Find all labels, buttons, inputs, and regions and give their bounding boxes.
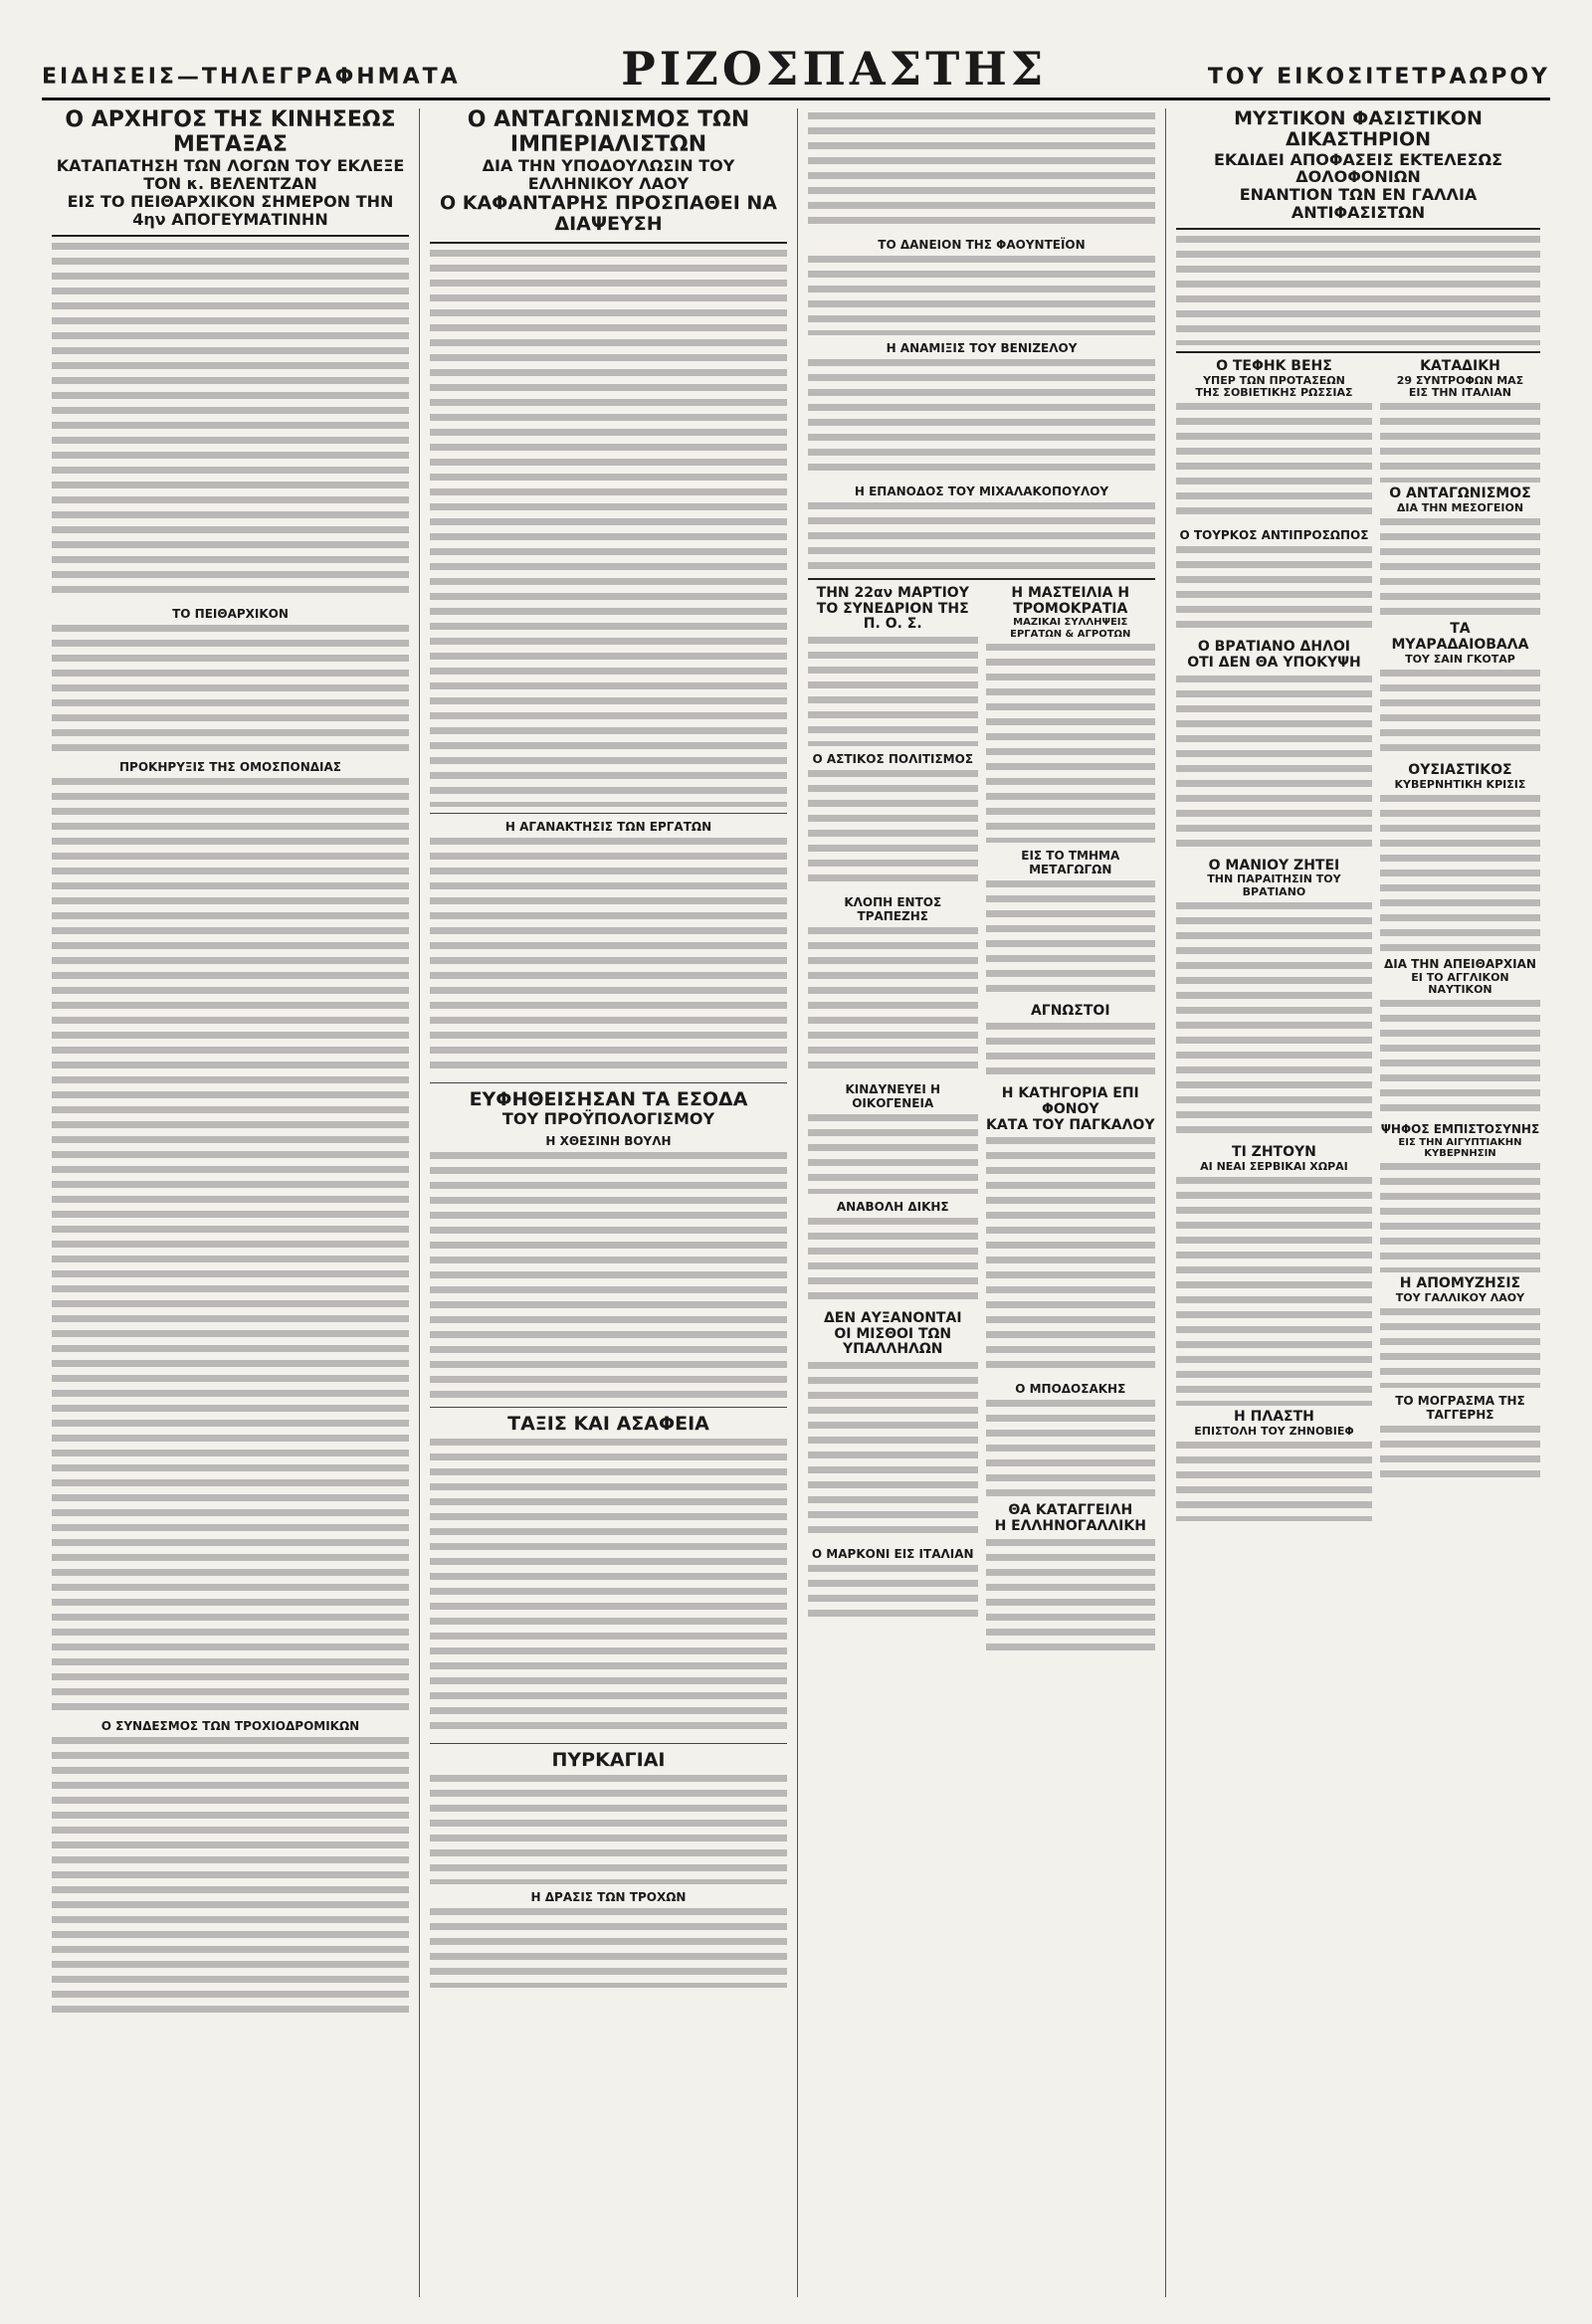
headline-line: ΤΟΥ ΠΡΟΫΠΟΛΟΓΙΣΜΟΥ: [501, 1108, 715, 1128]
article-body: [1380, 1163, 1540, 1272]
headline-line: ΟΤΙ ΔΕΝ ΘΑ ΥΠΟΚΥΨΗ: [1187, 655, 1361, 672]
divider: [808, 578, 1155, 580]
divider: [430, 1407, 787, 1408]
headline-line: ΚΑΤΑ ΤΟΥ ΠΑΓΚΑΛΟΥ: [986, 1116, 1155, 1133]
article-imperialists: [430, 108, 787, 807]
subheading: Ο ΤΟΥΡΚΟΣ ΑΝΤΙΠΡΟΣΩΠΟΣ: [1179, 528, 1369, 543]
divider: [430, 813, 787, 814]
headline-line: ΔΙΑ ΤΗΝ ΜΕΣΟΓΕΙΟΝ: [1396, 501, 1524, 515]
headline-line: ΨΗΦΟΣ ΕΜΠΙΣΤΟΣΥΝΗΣ: [1380, 1122, 1540, 1137]
headline-line: ΤΗΝ 22αν ΜΑΡΤΙΟΥ: [816, 585, 969, 601]
article-body: [430, 1439, 787, 1737]
article-body: [1380, 403, 1540, 483]
headline-line: ΔΙΑ ΤΗΝ ΑΠΕΙΘΑΡΧΙΑΝ: [1383, 957, 1536, 972]
article-body: [808, 1218, 978, 1307]
headline-line: Ο ΑΝΤΑΓΩΝΙΣΜΟΣ: [1389, 485, 1531, 502]
article-body: [808, 359, 1155, 479]
headline-line: ΥΠΕΡ ΤΩΝ ΠΡΟΤΑΣΕΩΝ: [1203, 373, 1345, 387]
article-metaxas: [52, 108, 409, 2016]
columns: [42, 108, 1550, 2297]
article-body: [808, 927, 978, 1076]
headline-line: Η ΕΛΛΗΝΟΓΑΛΛΙΚΗ: [994, 1518, 1146, 1535]
divider: [1176, 351, 1540, 353]
headline-line: Η ΑΠΟΜΥΖΗΣΙΣ: [1399, 1274, 1521, 1291]
article-body: [52, 778, 409, 1713]
article-body: [808, 1362, 978, 1541]
article-body: [986, 644, 1156, 843]
headline-line: ΑΓΝΩΣΤΟΙ: [1030, 1002, 1110, 1019]
headline-line: Ο ΑΝΤΑΓΩΝΙΣΜΟΣ ΤΩΝ ΙΜΠΕΡΙΑΛΙΣΤΩΝ: [467, 108, 750, 157]
headline-line: ΤΗΝ ΠΑΡΑΙΤΗΣΙΝ ΤΟΥ ΒΡΑΤΙΑΝΟ: [1207, 872, 1341, 898]
subheading: Ο ΜΠΟΔΟΣΑΚΗΣ: [1015, 1382, 1126, 1397]
headline-line: ΜΑΖΙΚΑΙ ΣΥΛΛΗΨΕΙΣ ΕΡΓΑΤΩΝ & ΑΓΡΟΤΩΝ: [1010, 617, 1131, 640]
article-body: [430, 838, 787, 1076]
headline-line: 29 ΣΥΝΤΡΟΦΩΝ ΜΑΣ: [1396, 373, 1524, 387]
article-body: [1380, 1308, 1540, 1388]
article-body: [1380, 670, 1540, 759]
headline-line: ΤΟΥ ΓΑΛΛΙΚΟΥ ΛΑΟΥ: [1395, 1290, 1525, 1304]
article-body: [808, 1565, 978, 1625]
subheading: Η ΑΓΑΝΑΚΤΗΣΙΣ ΤΩΝ ΕΡΓΑΤΩΝ: [504, 819, 712, 834]
headline-line: ΕΝΑΝΤΙΟΝ ΤΩΝ ΕΝ ΓΑΛΛΙΑ ΑΝΤΙΦΑΣΙΣΤΩΝ: [1239, 185, 1478, 223]
section-label: ΕΙΔΗΣΕΙΣ—ΤΗΛΕΓΡΑΦΗΜΑΤΑ: [42, 65, 461, 90]
article-body: [1176, 902, 1372, 1141]
column-1: [42, 108, 420, 2297]
subheading: Η ΧΘΕΣΙΝΗ ΒΟΥΛΗ: [545, 1133, 672, 1148]
subheading: ΑΝΑΒΟΛΗ ΔΙΚΗΣ: [836, 1200, 949, 1215]
split-right: [1380, 359, 1540, 1525]
article-body: [1176, 1442, 1372, 1521]
headline-line: ΑΙ ΝΕΑΙ ΣΕΡΒΙΚΑΙ ΧΩΡΑΙ: [1200, 1159, 1348, 1173]
headline-line: ΚΥΒΕΡΝΗΤΙΚΗ ΚΡΙΣΙΣ: [1394, 777, 1526, 791]
subheading: Η ΕΠΑΝΟΔΟΣ ΤΟΥ ΜΙΧΑΛΑΚΟΠΟΥΛΟΥ: [854, 484, 1109, 498]
headline-line: Ο ΤΕΦΗΚ ΒΕΗΣ: [1216, 358, 1332, 375]
headline-line: ΚΑΤΑΠΑΤΗΣΗ ΤΩΝ ΛΟΓΩΝ ΤΟΥ ΕΚΛΕΞΕ ΤΟΝ κ. ΒΕΛΕΝΤΖΑΝ: [56, 156, 405, 194]
article-body: [1380, 518, 1540, 618]
split-left: [808, 586, 978, 1662]
article-body: [52, 243, 409, 601]
headline-line: ΕΙΣ ΤΟ ΠΕΙΘΑΡΧΙΚΟΝ ΣΗΜΕΡΟΝ ΤΗΝ 4ην ΑΠΟΓΕΥΜΑΤΙΝΗΝ: [67, 192, 394, 229]
article-body: [1176, 546, 1372, 636]
headline-line: ΔΕΝ ΑΥΞΑΝΟΝΤΑΙ: [823, 1310, 962, 1327]
headline-line: ΕΙ ΤΟ ΑΓΓΛΙΚΟΝ ΝΑΥΤΙΚΟΝ: [1411, 970, 1509, 996]
headline-line: Η ΠΛΑΣΤΗ: [1234, 1409, 1314, 1426]
column-4: [1166, 108, 1550, 2297]
split-block: [808, 586, 1155, 1662]
article-body: [1176, 236, 1540, 345]
article-body: [986, 1539, 1156, 1658]
article-body: [808, 770, 978, 889]
headline-line: ΕΙΣ ΤΗΝ ΙΤΑΛΙΑΝ: [1408, 386, 1512, 400]
divider: [1176, 228, 1540, 230]
split-right: [986, 586, 1156, 1662]
headline-line: ΕΥΦΗΘΕΙΣΗΣΑΝ ΤΑ ΕΣΟΔΑ: [469, 1087, 748, 1110]
article-body: [808, 1114, 978, 1194]
headline-line: ΟΙ ΜΙΣΘΟΙ ΤΩΝ ΥΠΑΛΛΗΛΩΝ: [834, 1325, 952, 1358]
article-body: [986, 1400, 1156, 1499]
divider: [430, 242, 787, 244]
subheading: ΚΛΟΠΗ ΕΝΤΟΣ ΤΡΑΠΕΖΗΣ: [844, 895, 942, 924]
subheading: ΤΟ ΠΕΙΘΑΡΧΙΚΟΝ: [172, 606, 289, 621]
newspaper-title: ΡΙΖΟΣΠΑΣΤΗΣ: [621, 42, 1048, 96]
subheading: ΤΟ ΜΟΓΡΑΣΜΑ ΤΗΣ ΤΑΓΓΕΡΗΣ: [1395, 1393, 1525, 1422]
headline-line: ΠΥΡΚΑΓΙΑΙ: [551, 1749, 666, 1772]
split-block: [1176, 359, 1540, 1525]
subheading: Η ΔΡΑΣΙΣ ΤΩΝ ΤΡΟΧΩΝ: [530, 1890, 687, 1905]
headline-line: ΤΙ ΖΗΤΟΥΝ: [1232, 1144, 1316, 1161]
headline-line: ΕΠΙΣΤΟΛΗ ΤΟΥ ΖΗΝΟΒΙΕΦ: [1194, 1424, 1354, 1438]
article-body: [1380, 1426, 1540, 1485]
headline-line: Η ΚΑΤΗΓΟΡΙΑ ΕΠΙ ΦΟΝΟΥ: [1001, 1085, 1139, 1118]
article-body: [1176, 403, 1372, 522]
headline-line: ΟΥΣΙΑΣΤΙΚΟΣ: [1408, 762, 1512, 779]
masthead: [42, 20, 1550, 100]
headline-line: ΤΗΣ ΣΟΒΙΕΤΙΚΗΣ ΡΩΣΣΙΑΣ: [1195, 386, 1353, 400]
headline-line: Ο ΒΡΑΤΙΑΝΟ ΔΗΛΟΙ: [1197, 639, 1351, 656]
article-body: [808, 637, 978, 746]
column-2: [420, 108, 798, 2297]
headline-line: ΤΑΞΙΣ ΚΑΙ ΑΣΑΦΕΙΑ: [507, 1412, 709, 1435]
article-body: [430, 1152, 787, 1401]
article-body: [986, 1137, 1156, 1376]
article-body: [808, 502, 1155, 572]
article-body: [986, 1023, 1156, 1082]
divider: [430, 1082, 787, 1083]
subheading: ΕΙΣ ΤΟ ΤΜΗΜΑ ΜΕΤΑΓΩΓΩΝ: [1021, 848, 1120, 876]
headline-line: ΚΑΤΑΔΙΚΗ: [1420, 358, 1500, 375]
article-body: [1176, 1177, 1372, 1406]
headline-line: ΤΟΥ ΣΑΙΝ ΓΚΟΤΑΡ: [1405, 652, 1515, 666]
headline-line: ΕΚΔΙΔΕΙ ΑΠΟΦΑΣΕΙΣ ΕΚΤΕΛΕΣΩΣ ΔΟΛΟΦΟΝΙΩΝ: [1213, 149, 1503, 187]
article-body: [808, 256, 1155, 335]
subheading: Η ΑΝΑΜΙΞΙΣ ΤΟΥ ΒΕΝΙΖΕΛΟΥ: [886, 341, 1078, 355]
divider: [52, 235, 409, 237]
subheading: Ο ΣΥΝΔΕΣΜΟΣ ΤΩΝ ΤΡΟΧΙΟΔΡΟΜΙΚΩΝ: [100, 1718, 360, 1733]
headline-line: ΕΙΣ ΤΗΝ ΑΙΓΥΠΤΙΑΚΗΝ ΚΥΒΕΡΝΗΣΙΝ: [1398, 1136, 1522, 1159]
column-3: [798, 108, 1166, 2297]
headline-line: ΘΑ ΚΑΤΑΓΓΕΙΛΗ: [1008, 1502, 1133, 1519]
headline-line: Η ΜΑΣΤΕΙΛΙΑ Η ΤΡΟΜΟΚΡΑΤΙΑ: [1011, 585, 1130, 617]
headline-line: Ο ΑΡΧΗΓΟΣ ΤΗΣ ΚΙΝΗΣΕΩΣ ΜΕΤΑΞΑΣ: [65, 108, 396, 157]
edition-label: ΤΟΥ ΕΙΚΟΣΙΤΕΤΡΑΩΡΟΥ: [1207, 65, 1550, 90]
article-body: [1380, 795, 1540, 954]
split-left: [1176, 359, 1372, 1525]
headline-line: Ο ΚΑΦΑΝΤΑΡΗΣ ΠΡΟΣΠΑΘΕΙ ΝΑ ΔΙΑΨΕΥΣΗ: [439, 192, 778, 236]
article-body: [986, 880, 1156, 1000]
article-body: [52, 625, 409, 754]
headline-line: Ο ΜΑΝΙΟΥ ΖΗΤΕΙ: [1208, 857, 1340, 873]
article-body: [1380, 1000, 1540, 1119]
headline-line: ΤΑ ΜΥΑΡΑΔΑΙΟΒΑΛΑ: [1391, 621, 1529, 654]
subheading: Ο ΜΑΡΚΟΝΙ ΕΙΣ ΙΤΑΛΙΑΝ: [811, 1547, 974, 1562]
subheading: ΠΡΟΚΗΡΥΞΙΣ ΤΗΣ ΟΜΟΣΠΟΝΔΙΑΣ: [119, 759, 341, 774]
article-body: [808, 112, 1155, 232]
subheading: Ο ΑΣΤΙΚΟΣ ΠΟΛΙΤΙΣΜΟΣ: [812, 752, 974, 767]
subheading: ΚΙΝΔΥΝΕΥΕΙ Η ΟΙΚΟΓΕΝΕΙΑ: [845, 1082, 941, 1111]
headline-line: ΤΟ ΣΥΝΕΔΡΙΟΝ ΤΗΣ Π. Ο. Σ.: [816, 600, 969, 633]
article-body: [1176, 676, 1372, 855]
article-body: [430, 250, 787, 807]
divider: [430, 1743, 787, 1744]
article-body: [52, 1737, 409, 2016]
article-body: [430, 1775, 787, 1884]
headline-line: ΔΙΑ ΤΗΝ ΥΠΟΔΟΥΛΩΣΙΝ ΤΟΥ ΕΛΛΗΝΙΚΟΥ ΛΑΟΥ: [482, 156, 735, 194]
subheading: ΤΟ ΔΑΝΕΙΟΝ ΤΗΣ ΦΑΟΥΝΤΕΪΟΝ: [878, 238, 1086, 252]
article-body: [430, 1908, 787, 1988]
headline-line: ΜΥΣΤΙΚΟΝ ΦΑΣΙΣΤΙΚΟΝ ΔΙΚΑΣΤΗΡΙΟΝ: [1234, 108, 1483, 151]
